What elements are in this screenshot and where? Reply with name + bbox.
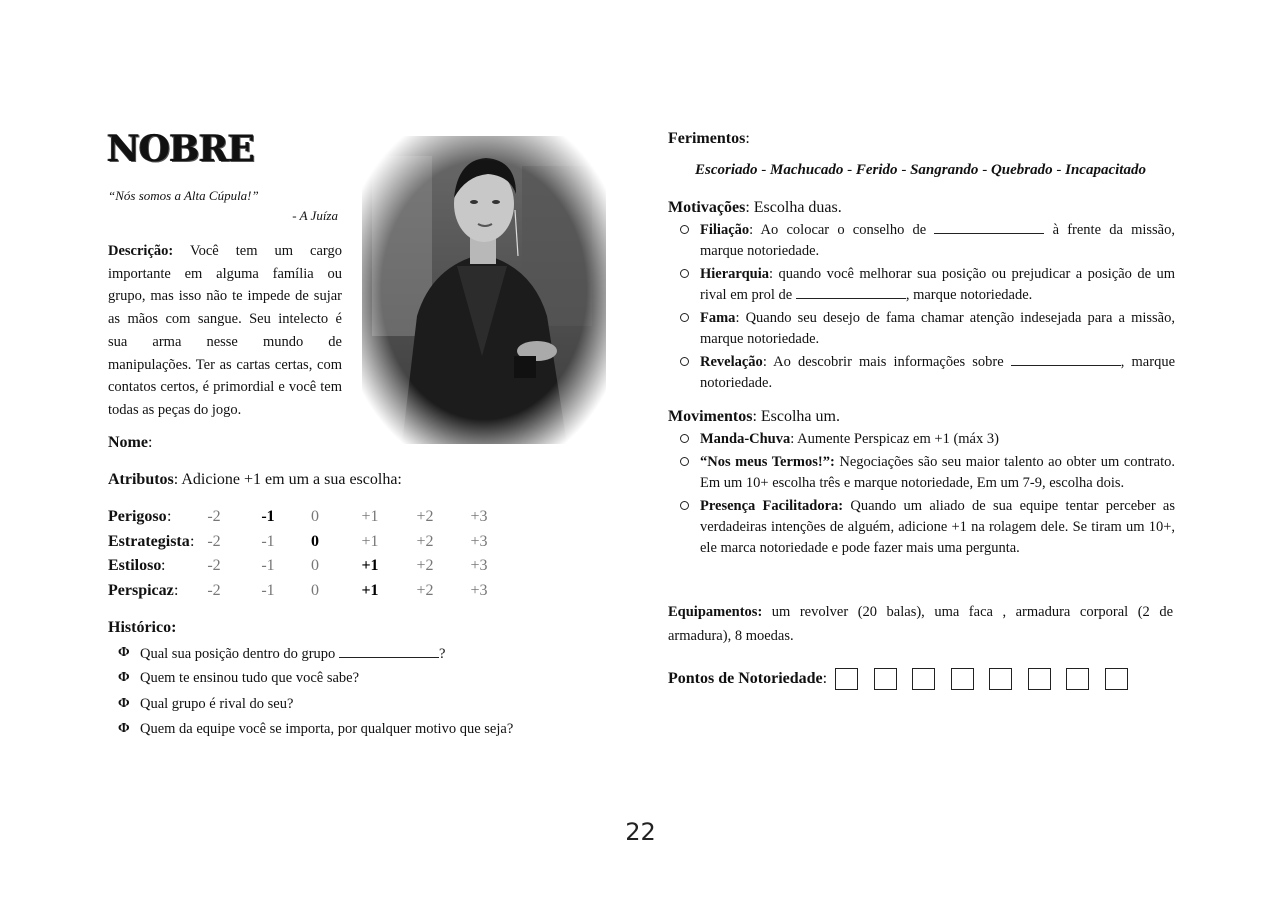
attribute-name: Perigoso — [108, 508, 167, 525]
history-list — [118, 645, 513, 746]
phi-bullet-icon: Φ — [118, 645, 130, 660]
circle-bullet-icon — [680, 457, 689, 466]
motivation-text-end: à frente da missão, marque notoriedade. — [700, 222, 1175, 259]
motivations-label: Motivações — [668, 199, 746, 216]
wounds-label: Ferimentos — [668, 130, 746, 147]
description — [108, 240, 342, 422]
attribute-value: -2 — [207, 508, 221, 525]
attribute-value: -2 — [207, 581, 221, 599]
attribute-value: 0 — [311, 557, 319, 574]
motivation-item — [680, 352, 1175, 394]
attribute-value: -1 — [261, 532, 275, 550]
wound-separator: - — [1052, 162, 1066, 178]
attribute-value: -1 — [261, 581, 275, 599]
attributes-intro — [108, 471, 402, 489]
notoriety-label: Pontos de Notoriedade: — [668, 670, 828, 687]
moves-title — [668, 408, 840, 426]
moves-subtitle: : Escolha um. — [752, 408, 840, 425]
attribute-value: +2 — [416, 557, 434, 574]
history-item — [118, 721, 513, 746]
attribute-value: -2 — [207, 557, 221, 574]
wound-separator: - — [757, 162, 771, 178]
notoriety-boxes — [835, 668, 1143, 690]
motivation-name: Fama — [700, 310, 736, 326]
move-text: Negociações são seu maior talento ao obter um contrato. Em um 10+ escolha três e marque notoriedade, Em um 7-9, escolha dois. — [700, 454, 1175, 491]
equipment — [668, 600, 1173, 648]
history-question-text: Quem te ensinou tudo que você sabe? — [140, 670, 360, 687]
attribute-value: -1 — [261, 508, 275, 525]
attribute-value: +1 — [361, 508, 379, 525]
move-name: Manda-Chuva — [700, 431, 791, 447]
notoriety-checkbox[interactable] — [1066, 668, 1089, 690]
circle-bullet-icon — [680, 269, 689, 278]
attribute-colon: : — [161, 557, 166, 574]
wound-level: Machucado — [770, 162, 844, 178]
move-item — [680, 429, 1175, 450]
class-title: NOBRE — [107, 128, 255, 170]
answer-blank — [339, 645, 439, 658]
history-item — [118, 670, 513, 695]
attribute-value: +1 — [361, 581, 379, 599]
notoriety-points — [668, 668, 1143, 690]
move-name: Presença Facilitadora: — [700, 498, 844, 514]
moves-list — [680, 429, 1175, 561]
equipment-text: um revolver (20 balas), uma faca , armadura corporal (2 de armadura), 8 moedas. — [668, 604, 1173, 644]
equipment-label: Equipamentos: — [668, 604, 763, 620]
phi-bullet-icon: Φ — [118, 695, 130, 711]
wound-separator: - — [978, 162, 991, 178]
attribute-colon: : — [167, 508, 172, 525]
move-text: : Aumente Perspicaz em +1 (máx 3) — [790, 431, 999, 447]
wound-separator: - — [897, 162, 911, 178]
answer-blank — [796, 286, 906, 299]
history-item — [118, 696, 513, 721]
attribute-value: +3 — [470, 557, 488, 574]
attribute-value: 0 — [311, 532, 319, 550]
notoriety-checkbox[interactable] — [912, 668, 935, 690]
move-item — [680, 452, 1175, 494]
attribute-value: +3 — [470, 581, 488, 599]
motivation-text: : quando você melhorar sua posição ou prejudicar a posição de um rival em prol de — [700, 266, 1175, 303]
history-question-text: Qual sua posição dentro do grupo — [140, 646, 339, 662]
history-question — [140, 696, 293, 713]
attribute-colon: : — [190, 532, 195, 550]
history-question — [140, 721, 513, 738]
description-label: Descrição: — [108, 243, 174, 259]
notoriety-checkbox[interactable] — [874, 668, 897, 690]
motivation-text: : Ao colocar o conselho de — [749, 222, 935, 238]
history-question-text: Quem da equipe você se importa, por qualquer motivo que seja? — [140, 720, 514, 737]
attribute-name: Perspicaz — [108, 581, 174, 599]
attribute-value: +2 — [416, 581, 434, 599]
history-question-end: ? — [438, 646, 446, 662]
attribute-value: 0 — [311, 581, 319, 599]
motivation-name: Filiação — [700, 222, 750, 238]
answer-blank — [1011, 353, 1121, 366]
phi-bullet-icon: Φ — [118, 720, 130, 736]
wound-level: Ferido — [855, 162, 898, 178]
attribute-value: +3 — [470, 508, 488, 525]
attributes-label: Atributos — [108, 471, 174, 488]
attribute-name: Estiloso — [108, 557, 162, 574]
notoriety-checkbox[interactable] — [1028, 668, 1051, 690]
history-question — [140, 645, 445, 663]
motivation-item — [680, 308, 1175, 350]
answer-blank — [934, 221, 1044, 234]
class-quote: “Nós somos a Alta Cúpula!” — [108, 188, 259, 203]
motivations-list — [680, 220, 1175, 396]
name-field: Nome: — [108, 434, 153, 451]
circle-bullet-icon — [680, 434, 689, 443]
notoriety-checkbox[interactable] — [1105, 668, 1128, 690]
notoriety-checkbox[interactable] — [835, 668, 858, 690]
motivation-name: Hierarquia — [700, 266, 770, 282]
motivation-item — [680, 264, 1175, 306]
wound-level: Sangrando — [910, 162, 979, 178]
character-portrait — [362, 136, 606, 444]
move-text: Quando um aliado de sua equipe tentar perceber as verdadeiras intenções de alguém, adicione +1 na rolagem dele. Se tiram um 10+, ele marca notoriedade e pode fazer mais uma pergunta. — [700, 498, 1176, 556]
wound-level: Quebrado — [990, 162, 1053, 178]
attribute-value: +2 — [416, 508, 434, 525]
wounds-title: Ferimentos: — [668, 130, 750, 147]
history-title: Histórico: — [108, 619, 177, 636]
notoriety-checkbox[interactable] — [989, 668, 1012, 690]
motivation-text-end: , marque notoriedade. — [905, 287, 1033, 303]
wound-level: Escoriado — [695, 162, 758, 178]
motivation-text: : Ao descobrir mais informações sobre — [762, 354, 1011, 370]
attribute-value: +1 — [361, 557, 379, 574]
quote-author: - A Juíza — [292, 208, 338, 223]
move-item — [680, 496, 1175, 559]
wound-level: Incapacitado — [1065, 162, 1146, 178]
attribute-value: 0 — [311, 508, 319, 525]
attribute-name: Estrategista — [108, 532, 190, 550]
attribute-value: -1 — [261, 557, 275, 574]
notoriety-checkbox[interactable] — [951, 668, 974, 690]
wounds-track — [668, 162, 1173, 179]
circle-bullet-icon — [680, 225, 689, 234]
attribute-value: -2 — [207, 532, 221, 550]
attribute-value: +1 — [361, 532, 379, 550]
motivations-title: Motivações: Escolha duas. — [668, 199, 842, 216]
motivation-item — [680, 220, 1175, 262]
move-name: “Nos meus Termos!”: — [700, 454, 835, 470]
circle-bullet-icon — [680, 313, 689, 322]
attributes-instruction: : Adicione +1 em um a sua escolha: — [173, 471, 402, 488]
page-number: 22 — [625, 818, 656, 846]
attribute-value: +2 — [416, 532, 434, 550]
circle-bullet-icon — [680, 357, 689, 366]
motivation-text: : Quando seu desejo de fama chamar atenção indesejada para a missão, marque notoriedade. — [700, 310, 1175, 347]
attribute-colon: : — [174, 581, 179, 599]
motivations-subtitle: Escolha duas. — [749, 199, 842, 216]
history-question — [140, 670, 359, 687]
history-question-text: Qual grupo é rival do seu? — [140, 695, 294, 712]
circle-bullet-icon — [680, 501, 689, 510]
name-label: Nome — [108, 434, 148, 451]
phi-bullet-icon: Φ — [118, 670, 130, 686]
moves-label: Movimentos — [668, 408, 753, 425]
description-text: Você tem um cargo importante em alguma família ou grupo, mas isso não te impede de sujar as mãos com sangue. Seu intelecto é sua arma nesse mundo de manipulações. Ter as cartas certas, com contatos certos, é primordial e você tem todas as peças do jogo. — [108, 243, 342, 418]
motivation-text-end: , marque notoriedade. — [700, 354, 1176, 391]
history-item — [118, 645, 513, 670]
motivation-name: Revelação — [700, 354, 763, 370]
attribute-value: +3 — [470, 532, 488, 550]
wound-separator: - — [843, 162, 856, 178]
